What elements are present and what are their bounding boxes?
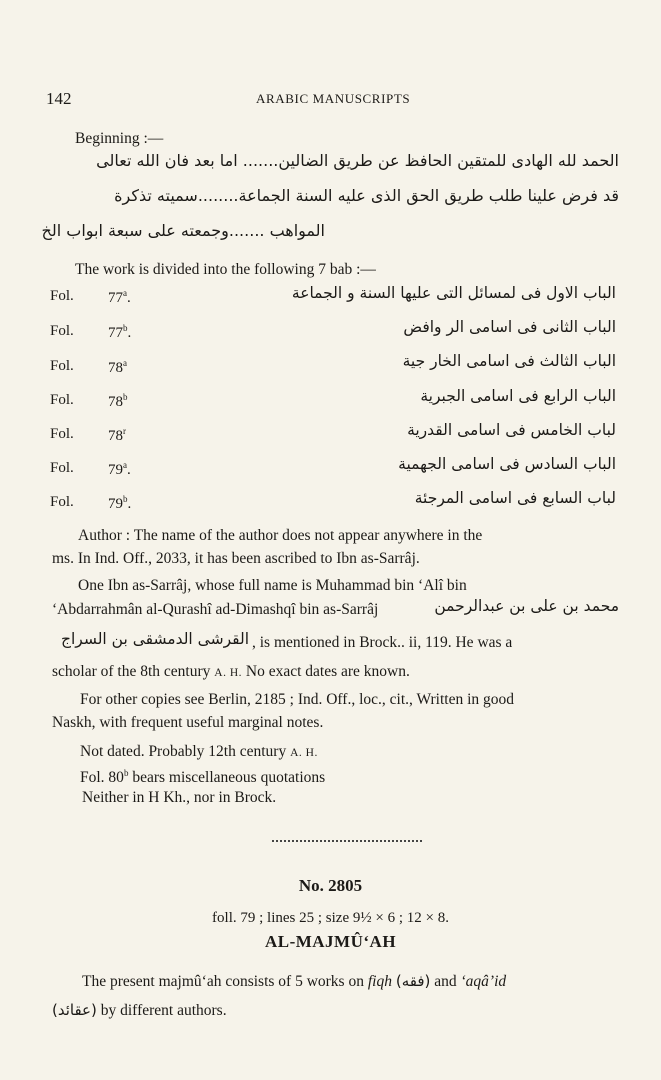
copies-line-2: Naskh, with frequent useful marginal notes. (52, 714, 324, 731)
entry-description-line-1: The present majmû‘ah consists of 5 works on fiqh (فقه) and ‘aqâ’id (82, 972, 507, 990)
not-dated-line: Not dated. Probably 12th century A. H. (80, 743, 318, 760)
bab-fol-label: Fol. (50, 494, 74, 510)
bab-arabic-title: لباب السابع فى اسامى المرجئة (414, 489, 616, 507)
bab-arabic-title: الباب الاول فى لمسائل التى عليها السنة و الجماعة (291, 284, 616, 302)
running-title: ARABIC MANUSCRIPTS (256, 91, 411, 106)
bab-intro: The work is divided into the following 7 bab :— (75, 261, 376, 278)
beginning-label: Beginning :— (75, 130, 164, 147)
entry-title: AL-MAJMÛ‘AH (264, 932, 397, 951)
bab-fol-number: 78$^r$ (108, 426, 126, 444)
bab-fol-label: Fol. (50, 323, 74, 339)
bab-fol-label: Fol. (50, 358, 74, 374)
entry-details: foll. 79 ; lines 25 ; size 9½ × 6 ; 12 × 8. (212, 910, 449, 926)
bab-fol-number: 77$^b$. (108, 323, 132, 341)
page-number: 142 (46, 89, 72, 108)
ibn-line-3-arabic: القرشى الدمشقى بن السراج (61, 630, 249, 648)
section-divider (272, 840, 422, 842)
entry-description-line-2: (عقائد) by different authors. (52, 1001, 227, 1019)
ibn-line-1: One Ibn as-Sarrâj, whose full name is Muhammad bin ‘Alî bin (78, 577, 467, 594)
bab-fol-label: Fol. (50, 392, 74, 408)
beginning-arabic-line-3: المواهب .......وجمعته على سبعة ابواب الخ (41, 221, 325, 240)
beginning-arabic-line-1: الحمد لله الهادى للمتقين الحافظ عن طريق الضالين....... اما بعد فان الله تعالى (96, 151, 619, 170)
beginning-arabic-line-2: قد فرض علينا طلب طريق الحق الذى عليه السنة الجماعة........سميته تذكرة (114, 186, 619, 205)
bab-arabic-title: الباب السادس فى اسامى الجهمية (398, 455, 616, 473)
bab-fol-label: Fol. (50, 460, 74, 476)
bab-fol-number: 77$^a$. (108, 288, 131, 306)
bab-fol-number: 79$^a$. (108, 460, 131, 478)
bab-fol-number: 78$^b$ (108, 392, 128, 410)
ibn-line-3-latin: , is mentioned in Brock.. ii, 119. He was a (252, 634, 513, 651)
bab-fol-number: 78$^a$ (108, 358, 127, 376)
bab-fol-number: 79$^b$. (108, 494, 132, 512)
bab-arabic-title: الباب الثالث فى اسامى الخار جية (402, 352, 616, 370)
bab-fol-label: Fol. (50, 288, 74, 304)
fol-80-line: Fol. 80$^b$ bears miscellaneous quotations (80, 768, 326, 787)
entry-number: No. 2805 (298, 876, 363, 895)
ibn-line-2-latin: ‘Abdarrahmân al-Qurashî ad-Dimashqî bin as-Sarrâj (52, 601, 379, 618)
bab-arabic-title: لباب الخامس فى اسامى القدرية (407, 421, 616, 439)
author-line-2: ms. In Ind. Off., 2033, it has been ascribed to Ibn as-Sarrâj. (52, 550, 420, 567)
neither-line: Neither in H Kh., nor in Brock. (82, 789, 277, 806)
copies-line-1: For other copies see Berlin, 2185 ; Ind. Off., loc., cit., Written in good (80, 691, 515, 708)
ibn-line-2-arabic: محمد بن على بن عبدالرحمن (434, 597, 619, 615)
bab-arabic-title: الباب الرابع فى اسامى الجبرية (420, 387, 616, 405)
bab-arabic-title: الباب الثانى فى اسامى الر وافض (403, 318, 616, 336)
ibn-line-4: scholar of the 8th century A. H. No exact dates are known. (52, 663, 410, 680)
bab-fol-label: Fol. (50, 426, 74, 442)
author-line-1: Author : The name of the author does not appear anywhere in the (78, 527, 483, 544)
